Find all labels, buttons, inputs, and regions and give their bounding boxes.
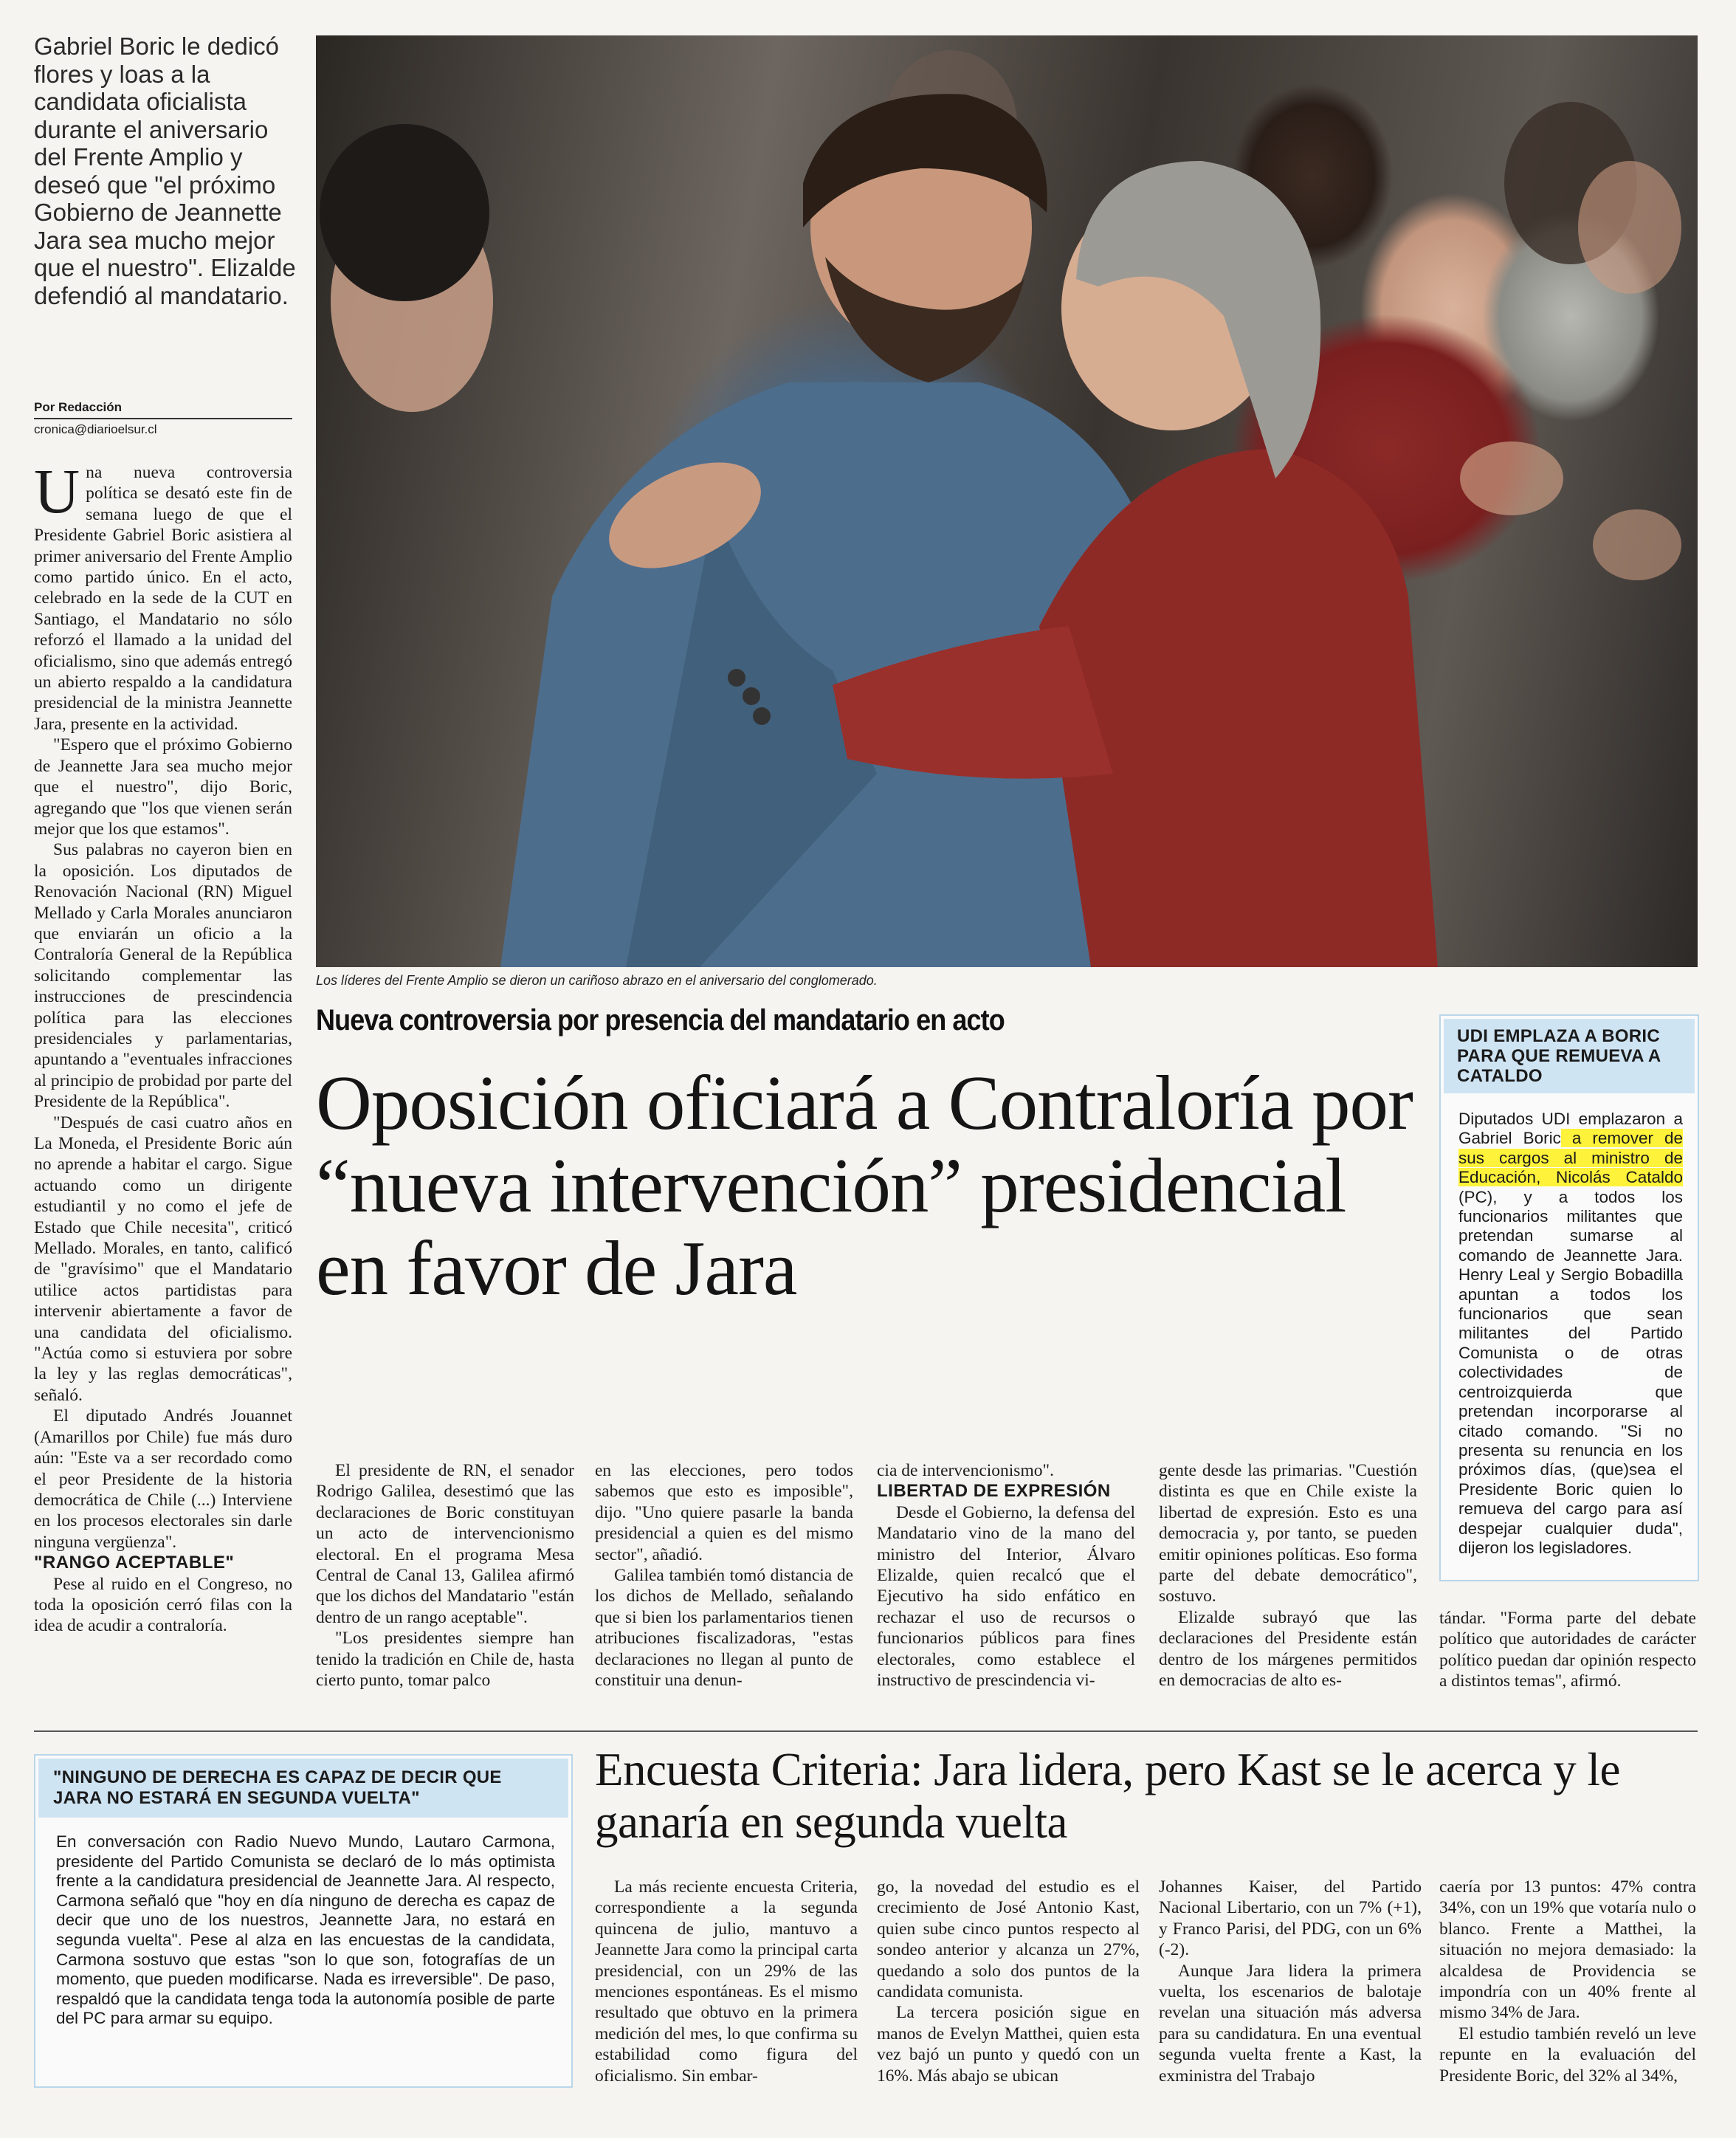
photo-illustration — [316, 35, 1698, 967]
paragraph-5: El diputado Andrés Jouannet (Amarillos por Chile) fue más duro aún: "Este va a ser recordado como el peor Presidente de la historia democrática de Chile (...) Interviene en los procesos electorales sin darle ninguna vergüenza". — [34, 1406, 292, 1552]
byline-rule — [34, 418, 292, 419]
paragraph: en las elecciones, pero todos sabemos que esto es imposible", dijo. "Uno quiere pasarle la banda presidencial a quien es del mismo sector", añadió. — [595, 1461, 853, 1564]
paragraph-3: Sus palabras no cayeron bien en la oposición. Los diputados de Renovación Nacional (RN) Miguel Mellado y Carla Morales anunciaron que enviarán un oficio a la Contraloría General de la República solicitando complementar las instrucciones de prescindencia política para las elecciones presidenciales y parlamentarias, apuntando a "eventuales infracciones al principio de probidad por parte del Presidente de la República". — [34, 840, 292, 1112]
udi-sidebar-box — [1439, 1014, 1699, 1581]
paragraph: El presidente de RN, el senador Rodrigo Galilea, desestimó que las declaraciones de Boric constituyan un acto de intervencionismo electoral. En el programa Mesa Central de Canal 13, Galilea afirmó que los dichos del Mandatario "están dentro de un rango aceptable". — [316, 1461, 574, 1627]
article-col-5 — [1159, 1460, 1417, 1691]
paragraph-6: Pese al ruido en el Congreso, no toda la oposición cerró filas con la idea de acudir a contraloría. — [34, 1574, 292, 1636]
paragraph: Galilea también tomó distancia de los dichos de Mellado, señalando que si bien los parlamentarios tienen atribuciones fiscalizadoras, "estas declaraciones no llegan al punto de constituir una denun- — [595, 1566, 853, 1691]
headline: Oposición oficiará a Contraloría por “nueva intervención” presidencial en favor de Jara — [316, 1059, 1413, 1311]
paragraph: La tercera posición sigue en manos de Evelyn Matthei, quien esta vez bajó un punto y quedó con un 16%. Más abajo se ubican — [877, 2003, 1140, 2086]
udi-box-body: Diputados UDI emplazaron a Gabriel Boric a remover de sus cargos al ministro de Educación, Nicolás Cataldo (PC), y a todos los funcionarios militantes que pretendan sumarse al comando de Jeannette Jara. Henry Leal y Sergio Bobadilla apuntan a todos los funcionarios que sean militantes del Partido Comunista o de otras colectividades de centroizquierda que pretendan incorporarse al citado comando. "Si no presenta su renuncia en los próximos días, (que)sea el Presidente Boric quien lo remueva del cargo para así despejar cualquier duda", dijeron los legisladores. — [1458, 1110, 1684, 1557]
byline-email: cronica@diarioelsur.cl — [34, 422, 157, 436]
kicker: Nueva controversia por presencia del mandatario en acto — [316, 1004, 1005, 1037]
criteria-col-1 — [595, 1877, 858, 2086]
byline — [34, 399, 292, 439]
article-col-3 — [595, 1460, 853, 1691]
paragraph: Elizalde subrayó que las declaraciones del Presidente están dentro de los márgenes permitidos en democracias de alto es- — [1159, 1607, 1417, 1691]
paragraph: Johannes Kaiser, del Partido Nacional Libertario, con un 7% (+1), y Franco Parisi, del PDG, con un 6% (-2). — [1159, 1877, 1422, 1960]
pc-box-title: "NINGUNO DE DERECHA ES CAPAZ DE DECIR QUE JARA NO ESTARÁ EN SEGUNDA VUELTA" — [38, 1759, 568, 1818]
paragraph-1: Una nueva controversia política se desató este fin de semana luego de que el Presidente Gabriel Boric asistiera al primer aniversario del Frente Amplio como partido único. En el acto, celebrado en la sede de la CUT en Santiago, el Mandatario no sólo reforzó el llamado a la unidad del oficialismo, sino que además entregó un abierto respaldo a la candidatura presidencial de la ministra Jeannette Jara, presente en la actividad. — [34, 456, 292, 734]
highlighted-text: a remover de sus cargos al ministro de Educación, Nicolás Cataldo — [1458, 1129, 1684, 1187]
news-photo — [316, 35, 1698, 967]
criteria-col-2 — [877, 1877, 1140, 2086]
article-col-2 — [316, 1460, 574, 1691]
subhead-rango: "RANGO ACEPTABLE" — [34, 1553, 235, 1573]
pc-box-body: En conversación con Radio Nuevo Mundo, Lautaro Carmona, presidente del Partido Comunista se declaró de lo más optimista frente a la candidatura presidencial de Jeannette Jara. Al respecto, Carmona señaló que "hoy en día ninguno de derecha es capaz de decir que uno de los nuestros, Jeannette Jara, no estará en segunda vuelta". Pese al alza en las encuestas de la candidata, Carmona sostuvo que estas "son lo que son, fotografías de un momento, que pueden modificarse. Nada es irreversible". De paso, respaldó que la candidata tenga toda la autonomía posible de parte del PC para armar su equipo. — [56, 1832, 555, 2028]
dropcap: U — [34, 456, 80, 526]
udi-box-title: UDI EMPLAZA A BORIC PARA QUE REMUEVA A CATALDO — [1444, 1019, 1695, 1093]
paragraph-2: "Espero que el próximo Gobierno de Jeannette Jara sea mucho mejor que el nuestro", dijo Boric, agregando que "los que vienen serán mejor que los que estamos". — [34, 735, 292, 839]
article-col-4 — [877, 1460, 1135, 1691]
paragraph: caería por 13 puntos: 47% contra 34%, con un 19% que votaría nulo o blanco. Frente a Matthei, la situación no mejora demasiado: la alcaldesa de Providencia se impondría con un 40% frente al mismo 34% de Jara. — [1439, 1877, 1696, 2023]
paragraph: "Los presidentes siempre han tenido la tradición en Chile de, hasta cierto punto, tomar palco — [316, 1629, 574, 1691]
paragraph: go, la novedad del estudio es el crecimiento de José Antonio Kast, quien sube cinco puntos respecto al sondeo anterior y alcanza un 27%, quedando a solo dos puntos de la candidata comunista. — [877, 1877, 1140, 2002]
paragraph: tándar. "Forma parte del debate político que autoridades de carácter político puedan dar opinión respecto a distintos temas", afirmó. — [1439, 1609, 1696, 1691]
pc-sidebar-box — [34, 1754, 573, 2088]
article-col-1 — [34, 456, 292, 1637]
article-lead: Gabriel Boric le dedicó flores y loas a la candidata oficialista durante el aniversario del Frente Amplio y deseó que "el próximo Gobierno de Jeannette Jara sea mucho mejor que el nuestro". Elizalde defendió al mandatario. — [34, 32, 296, 309]
article-col-6 — [1439, 1608, 1696, 1692]
headline-criteria: Encuesta Criteria: Jara lidera, pero Kast se le acerca y le ganaría en segunda vuelta — [595, 1744, 1621, 1848]
paragraph-4: "Después de casi cuatro años en La Moneda, el Presidente Boric aún no aprende a habitar el cargo. Sigue actuando como un dirigente estudiantil y no como el jefe de Estado que Chile necesita", criticó Mellado. Morales, en tanto, calificó de "gravísimo" que el Mandatario utilice actos partidistas para intervenir abiertamente a favor de una candidata del oficialismo. "Actúa como si estuviera por sobre la ley y las reglas democráticas", señaló. — [34, 1113, 292, 1405]
paragraph: Desde el Gobierno, la defensa del Mandatario vino de la mano del ministro del Interior, Álvaro Elizalde, quien recalcó que el Ejecutivo ha sido enfático en rechazar el uso de recursos o funcionarios públicos para fines electorales, como establece el instructivo de prescindencia vi- — [877, 1502, 1135, 1691]
section-divider — [34, 1730, 1698, 1732]
criteria-col-4 — [1439, 1877, 1696, 2086]
paragraph: gente desde las primarias. "Cuestión distinta es que en Chile existe la libertad de expresión. Esto es una democracia y, por tanto, se pueden emitir opiniones políticas. Eso forma parte del debate democrático", sostuvo. — [1159, 1461, 1417, 1606]
criteria-col-3 — [1159, 1877, 1422, 2086]
photo-caption: Los líderes del Frente Amplio se dieron un cariñoso abrazo en el aniversario del conglomerado. — [316, 973, 878, 988]
paragraph: El estudio también reveló un leve repunte en la evaluación del Presidente Boric, del 32% al 34%, — [1439, 2024, 1696, 2086]
paragraph: Aunque Jara lidera la primera vuelta, los escenarios de balotaje revelan una situación más adversa para su candidatura. En una eventual segunda vuelta frente a Kast, la exministra del Trabajo — [1159, 1961, 1422, 2086]
paragraph: La más reciente encuesta Criteria, correspondiente a la segunda quincena de julio, mantuvo a Jeannette Jara como la principal carta presidencial, con un 29% de las menciones espontáneas. Es el mismo resultado que obtuvo en la primera medición del mes, lo que confirma su estabilidad como figura del oficialismo. Sin embar- — [595, 1877, 858, 2086]
byline-name: Por Redacción — [34, 400, 123, 414]
paragraph: cia de intervencionismo". — [877, 1461, 1054, 1480]
subhead-libertad: LIBERTAD DE EXPRESIÓN — [877, 1481, 1111, 1502]
